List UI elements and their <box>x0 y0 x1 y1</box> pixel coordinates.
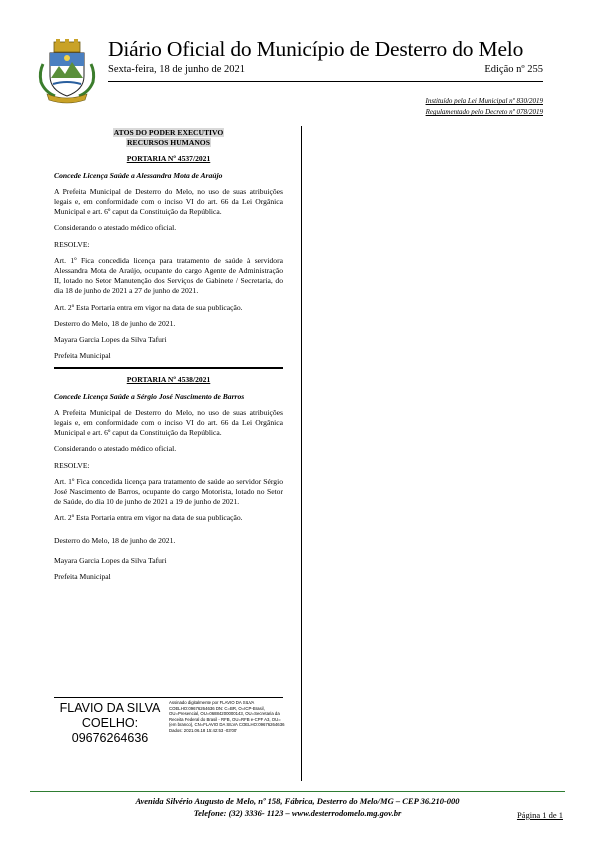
signer-role: Prefeita Municipal <box>54 351 111 361</box>
portaria-ementa: Concede Licença Saúde a Alessandra Mota de Araújo <box>54 170 223 180</box>
section-heading-line1: ATOS DO PODER EXECUTIVO <box>113 128 224 137</box>
portaria-considering: Considerando o atestado médico oficial. <box>54 444 177 454</box>
portaria-resolve: RESOLVE: <box>54 460 90 470</box>
portaria-resolve: RESOLVE: <box>54 239 90 249</box>
portaria-preamble: A Prefeita Municipal de Desterro do Melo, no uso de suas atribuições legais e, em conformidade com o inciso VI do art. 66 da Lei Orgânica Municipal e art. 6º caput da Constituição da República. <box>54 407 283 438</box>
portaria-separator <box>54 367 283 369</box>
portaria-place-date: Desterro do Melo, 18 de junho de 2021. <box>54 535 176 545</box>
portaria-article-2: Art. 2º Esta Portaria entra em vigor na data de sua publicação. <box>54 513 243 523</box>
portaria-article-1: Art. 1º Fica concedida licença para tratamento de saúde ao servidor Sérgio José Nascimento de Barros, ocupante do cargo Motorista, lotado no Setor de Saúde, do dia 10 de junho de 2021 a 19 de junho de 2021. <box>54 476 283 507</box>
portaria-title: PORTARIA Nº 4537/2021 <box>126 154 211 164</box>
signer-name: Mayara Garcia Lopes da Silva Tafuri <box>54 335 167 345</box>
footer-contact: Telefone: (32) 3336- 1123 – www.desterrodomelo.mg.gov.br <box>193 808 402 818</box>
instituted-by: Instituído pela Lei Municipal nº 830/2019 <box>425 97 543 105</box>
portaria-title: PORTARIA Nº 4538/2021 <box>126 375 211 385</box>
portaria-place-date: Desterro do Melo, 18 de junho de 2021. <box>54 318 176 328</box>
legal-basis <box>426 96 543 118</box>
footer <box>0 795 595 819</box>
digital-signer-name: FLAVIO DA SILVA COELHO: 09676264636 <box>59 701 161 745</box>
portaria-article-2: Art. 2º Esta Portaria entra em vigor na data de sua publicação. <box>54 302 243 312</box>
municipal-coat-of-arms <box>37 38 97 104</box>
section-heading <box>54 128 283 148</box>
section-heading-line2: RECURSOS HUMANOS <box>127 138 210 148</box>
signer-name: Mayara Garcia Lopes da Silva Tafuri <box>54 555 167 565</box>
portaria-ementa: Concede Licença Saúde a Sérgio José Nascimento de Barros <box>54 391 245 401</box>
page-number: Página 1 de 1 <box>516 810 563 820</box>
footer-rule <box>30 791 565 792</box>
regulated-by: Regulamentado pelo Decreto nº 078/2019 <box>425 108 543 116</box>
digital-signature-stamp <box>54 697 283 744</box>
edition-number: Edição nº 255 <box>484 64 543 75</box>
portaria-preamble: A Prefeita Municipal de Desterro do Melo, no uso de suas atribuições legais e, em conformidade com o inciso VI do art. 66 da Lei Orgânica Municipal e art. 6º caput da Constituição da República. <box>54 186 283 217</box>
gazette-title: Diário Oficial do Município de Desterro do Melo <box>108 37 524 61</box>
footer-address: Avenida Silvério Augusto de Melo, nº 158, Fábrica, Desterro do Melo/MG – CEP 36.210-000 <box>135 796 460 806</box>
digital-signature-details: Assinado digitalmente por FLAVIO DA SILVA COELHO:09676264636 DN: C=BR, O=ICP-Brasil, OU=Presencial, OU=06884200000143, OU=Secretaria da Receita Federal do Brasil - RFB, OU=RFB e-CPF A3, OU=(em branco), CN=FLAVIO DA SILVA COELHO:09676264636 Dados: 2021.06.18 15:42:53 -03'00' <box>169 700 285 733</box>
portaria-article-1: Art. 1º Fica concedida licença para tratamento de saúde à servidora Alessandra Mota de Araújo, ocupante do cargo Agente de Administração II, lotado no Setor Manutenção dos Serviços de Gabinete / Secretaria, do dia 18 de junho de 2021 a 27 de junho de 2021. <box>54 255 283 296</box>
left-column <box>54 128 283 588</box>
issue-date: Sexta-feira, 18 de junho de 2021 <box>108 64 246 75</box>
column-divider <box>301 126 302 781</box>
portaria-considering: Considerando o atestado médico oficial. <box>54 223 177 233</box>
signer-role: Prefeita Municipal <box>54 572 111 582</box>
header-rule <box>108 81 543 82</box>
